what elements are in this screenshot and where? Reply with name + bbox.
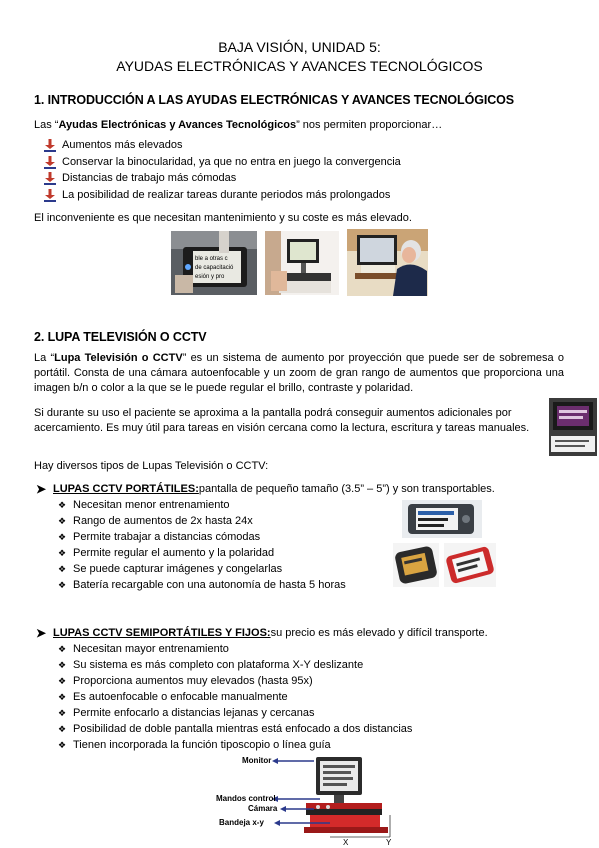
list-item-text: Se puede capturar imágenes y congelarlas — [73, 563, 283, 575]
list-item-text: Permite regular el aumento y la polaridad — [73, 547, 275, 559]
list-item-text: Batería recargable con una autonomía de hasta 5 horas — [73, 579, 346, 591]
section-2-para-3: Hay diversos tipos de Lupas Televisión o CCTV: — [34, 460, 269, 472]
diamond-bullet-icon: ❖ — [58, 724, 67, 734]
para1-pre: La “ — [34, 352, 55, 364]
diagram-label-x: X — [343, 838, 349, 847]
list-item-text: Necesitan mayor entrenamiento — [73, 643, 229, 655]
list-item — [44, 171, 236, 186]
para1-post: ” es un sistema de aumento por proyección que puede ser de sobremesa o portátil. Consta de una cámara autoenfocable y un zoom de gran rango de aumentos que proporciona una imagen b/n o color a la que se le puede regular el brillo, contraste y polaridad. — [34, 352, 564, 394]
title-line-2: AYUDAS ELECTRÓNICAS Y AVANCES TECNOLÓGICOS — [116, 58, 483, 74]
diamond-bullet-icon: ❖ — [58, 692, 67, 702]
list-item — [58, 498, 230, 513]
list-item — [58, 530, 260, 545]
fixed-desc: su precio es más elevado y difícil transporte. — [270, 627, 488, 639]
bullet-text: Conservar la binocularidad, ya que no entra en juego la convergencia — [62, 156, 401, 168]
section-1-heading: 1. INTRODUCCIÓN A LAS AYUDAS ELECTRÓNICAS Y AVANCES TECNOLÓGICOS — [34, 93, 514, 107]
list-item-text: Rango de aumentos de 2x hasta 24x — [73, 515, 253, 527]
list-item-text: Es autoenfocable o enfocable manualmente — [73, 691, 288, 703]
intro-bold: Ayudas Electrónicas y Avances Tecnológicos — [58, 119, 297, 131]
cctv-screen-photo — [549, 398, 597, 456]
desktop-cctv-photo — [265, 231, 339, 295]
diamond-bullet-icon: ❖ — [58, 532, 67, 542]
diamond-bullet-icon: ❖ — [58, 660, 67, 670]
diamond-bullet-icon: ❖ — [58, 676, 67, 686]
portable-desc: pantalla de pequeño tamaño (3.5” – 5”) y son transportables. — [198, 483, 495, 495]
portable-magnifier-photo — [171, 231, 257, 295]
portable-device-photo-2 — [393, 543, 439, 587]
list-item — [58, 514, 253, 529]
diagram-label-camera: Cámara — [248, 804, 278, 813]
list-item — [58, 562, 282, 577]
section-2-para-2: Si durante su uso el paciente se aproxima a la pantalla podrá conseguir aumentos adicionales por acercamiento. Es muy útil para tareas en visión cercana como la lectura, escritura y tareas manuales. — [34, 407, 530, 434]
list-item — [58, 546, 274, 561]
diamond-bullet-icon: ❖ — [58, 580, 67, 590]
list-item-text: Permite trabajar a distancias cómodas — [73, 531, 261, 543]
down-arrow-bullet-icon — [44, 189, 56, 202]
list-item-text: Posibilidad de doble pantalla mientras está enfocado a dos distancias — [73, 723, 413, 735]
list-item — [58, 738, 331, 753]
section-2-para-1 — [34, 351, 564, 396]
title-line-1: BAJA VISIÓN, UNIDAD 5: — [218, 39, 381, 55]
diamond-bullet-icon: ❖ — [58, 740, 67, 750]
document-title — [0, 38, 599, 76]
list-item — [58, 578, 346, 593]
section-1-intro — [34, 118, 564, 133]
diamond-bullet-icon: ❖ — [58, 564, 67, 574]
list-item — [58, 674, 313, 689]
diagram-label-controls: Mandos control — [216, 794, 276, 803]
list-item — [44, 138, 182, 153]
diagram-label-tray: Bandeja x-y — [219, 818, 264, 827]
elderly-user-cctv-photo — [347, 229, 428, 296]
diamond-bullet-icon: ❖ — [58, 500, 67, 510]
diamond-bullet-icon: ❖ — [58, 644, 67, 654]
list-item-text: Tienen incorporada la función tiposcopio o línea guía — [73, 739, 331, 751]
down-arrow-bullet-icon — [44, 172, 56, 185]
list-item — [58, 658, 363, 673]
fixed-heading — [36, 626, 488, 641]
bullet-text: Distancias de trabajo más cómodas — [62, 172, 237, 184]
portable-label: LUPAS CCTV PORTÁTILES: — [53, 483, 199, 495]
diamond-bullet-icon: ❖ — [58, 708, 67, 718]
diamond-bullet-icon: ❖ — [58, 516, 67, 526]
bullet-text: La posibilidad de realizar tareas durante periodos más prolongados — [62, 189, 391, 201]
diagram-label-y: Y — [386, 838, 392, 847]
bullet-text: Aumentos más elevados — [62, 139, 183, 151]
para1-bold: Lupa Televisión o CCTV — [54, 352, 183, 364]
list-item — [44, 188, 390, 203]
diamond-bullet-icon: ❖ — [58, 548, 67, 558]
fixed-label: LUPAS CCTV SEMIPORTÁTILES Y FIJOS: — [53, 627, 271, 639]
chevron-right-icon: ➤ — [36, 626, 47, 640]
list-item-text: Permite enfocarlo a distancias lejanas y cercanas — [73, 707, 315, 719]
down-arrow-bullet-icon — [44, 139, 56, 152]
list-item — [44, 155, 401, 170]
section-2-heading: 2. LUPA TELEVISIÓN O CCTV — [34, 330, 207, 344]
portable-device-photo-3 — [444, 543, 496, 587]
list-item-text: Su sistema es más completo con plataforma X-Y deslizante — [73, 659, 364, 671]
photo-text-line: de capacitació — [195, 265, 234, 271]
list-item-text: Necesitan menor entrenamiento — [73, 499, 230, 511]
intro-pre: Las “ — [34, 119, 59, 131]
list-item-text: Proporciona aumentos muy elevados (hasta 95x) — [73, 675, 313, 687]
portable-device-photo-1 — [402, 500, 482, 538]
list-item — [58, 706, 315, 721]
intro-post: ” nos permiten proporcionar… — [296, 119, 443, 131]
photo-text-line: esión y pro — [195, 274, 225, 280]
list-item — [58, 690, 288, 705]
diagram-label-monitor: Monitor — [242, 756, 272, 765]
section-1-drawback: El inconveniente es que necesitan mantenimiento y su coste es más elevado. — [34, 212, 412, 224]
chevron-right-icon: ➤ — [36, 482, 47, 496]
portable-heading — [36, 482, 495, 497]
down-arrow-bullet-icon — [44, 156, 56, 169]
list-item — [58, 722, 412, 737]
list-item — [58, 642, 229, 657]
photo-text-line: ble a otras c — [195, 256, 228, 262]
